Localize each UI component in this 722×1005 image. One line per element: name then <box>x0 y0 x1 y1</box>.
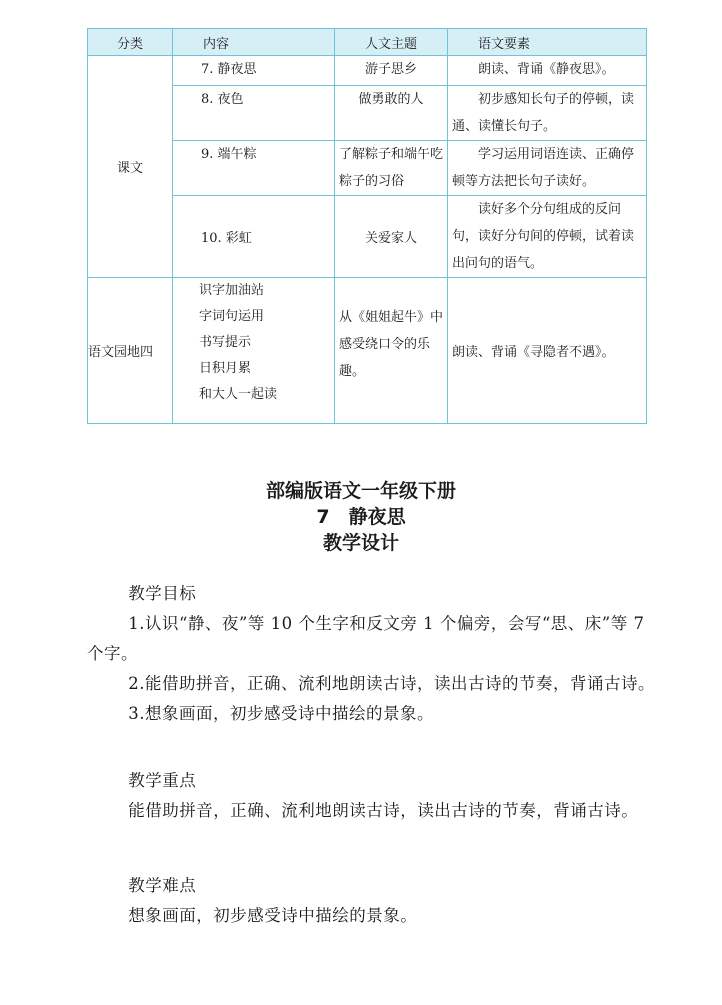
difficulty-heading: 教学难点 <box>128 876 197 895</box>
content-cell: 10. 彩虹 <box>173 196 335 278</box>
design-title: 教学设计 <box>322 532 399 554</box>
header-element: 语文要素 <box>448 29 647 56</box>
unit-overview-table <box>87 28 647 424</box>
garden-items <box>173 278 335 424</box>
list-item: 字词句运用 <box>199 309 265 324</box>
element-cell: 读好多个分句组成的反问句，读好分句间的停顿，试着读出问句的语气。 <box>448 196 647 278</box>
category-garden: 语文园地四 <box>88 278 173 424</box>
goals-heading: 教学目标 <box>128 584 197 603</box>
key-points-section <box>87 766 659 826</box>
theme-cell: 了解粽子和端午吃粽子的习俗 <box>335 141 448 196</box>
list-item: 日积月累 <box>199 361 252 376</box>
key-heading: 教学重点 <box>128 771 197 790</box>
header-content: 内容 <box>173 29 335 56</box>
header-category: 分类 <box>88 29 173 56</box>
difficulty-section <box>87 871 659 931</box>
list-item: 书写提示 <box>199 335 252 350</box>
goal-item: 2.能借助拼音，正确、流利地朗读古诗，读出古诗的节奏，背诵古诗。 <box>128 674 655 693</box>
list-item: 识字加油站 <box>199 283 265 298</box>
element-cell: 初步感知长句子的停顿，读通、读懂长句子。 <box>448 86 647 141</box>
theme-cell: 从《姐姐起牛》中感受绕口令的乐趣。 <box>335 278 448 424</box>
theme-cell: 游子思乡 <box>335 56 448 86</box>
content-cell: 8. 夜色 <box>173 86 335 141</box>
lesson-title: 7 静夜思 <box>316 506 406 528</box>
content-cell: 9. 端午粽 <box>173 141 335 196</box>
header-theme: 人文主题 <box>335 29 448 56</box>
difficulty-text: 想象画面，初步感受诗中描绘的景象。 <box>128 906 418 925</box>
doc-title: 部编版语文一年级下册 <box>265 480 456 502</box>
element-cell: 朗读、背诵《静夜思》。 <box>448 56 647 86</box>
theme-cell: 做勇敢的人 <box>335 86 448 141</box>
table-row <box>88 56 647 86</box>
table-header-row <box>88 29 647 56</box>
goal-item: 1.认识“静、夜”等 10 个生字和反文旁 1 个偏旁，会写“思、床”等 7 个字。 <box>87 614 645 663</box>
table-row <box>88 278 647 424</box>
list-item: 和大人一起读 <box>199 387 278 402</box>
element-cell: 学习运用词语连读、正确停顿等方法把长句子读好。 <box>448 141 647 196</box>
category-lesson: 课文 <box>88 56 173 278</box>
key-text: 能借助拼音，正确、流利地朗读古诗，读出古诗的节奏，背诵古诗。 <box>128 801 639 820</box>
content-cell: 7. 静夜思 <box>173 56 335 86</box>
goal-item: 3.想象画面，初步感受诗中描绘的景象。 <box>128 704 434 723</box>
theme-cell: 关爱家人 <box>335 196 448 278</box>
goals-section <box>87 579 659 729</box>
element-cell: 朗读、背诵《寻隐者不遇》。 <box>448 278 647 424</box>
